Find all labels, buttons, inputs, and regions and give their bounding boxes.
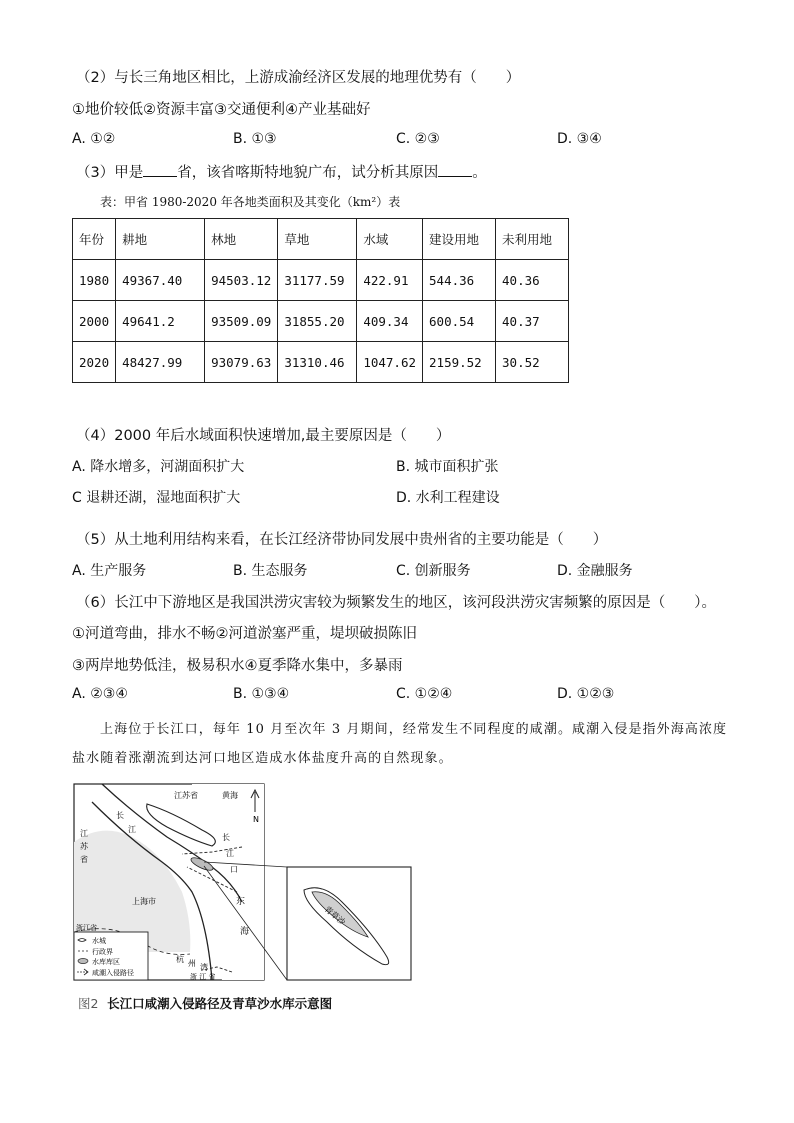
q2-option-a: A. ①② <box>72 131 116 147</box>
q6-line2: ③两岸地势低洼，极易积水④夏季降水集中，多暴雨 <box>72 658 403 674</box>
cell: 600.54 <box>423 301 496 342</box>
cell: 48427.99 <box>116 342 205 383</box>
table-row <box>73 301 569 342</box>
cell: 1047.62 <box>357 342 423 383</box>
legend-label-water: 水城 <box>92 937 106 945</box>
q2-stem: （2）与长三角地区相比，上游成渝经济区发展的地理优势有（ ） <box>76 70 521 86</box>
q3-part2: 省，该省喀斯特地貌广布，试分析其原因 <box>177 165 439 181</box>
header-water: 水域 <box>357 219 423 260</box>
legend-label-reservoir: 水库库区 <box>92 958 120 966</box>
label-hangzhouwan-1: 杭 <box>176 955 184 964</box>
cell: 31177.59 <box>278 260 357 301</box>
label-zhejiang: 浙江省 <box>76 924 97 932</box>
label-hai: 海 <box>240 927 250 937</box>
q2-option-c: C. ②③ <box>396 131 440 147</box>
cell: 544.36 <box>423 260 496 301</box>
q6-option-c: C. ①②④ <box>396 686 453 702</box>
header-unused: 未利用地 <box>496 219 569 260</box>
q3-part1: （3）甲是 <box>76 165 144 181</box>
label-jiang-2: 江 <box>226 849 234 858</box>
label-zhejiang-2: 浙 江 省 <box>190 973 216 981</box>
cell: 1980 <box>73 260 116 301</box>
legend-label-path: 咸潮入侵路径 <box>92 969 134 977</box>
q2-option-d: D. ③④ <box>557 131 602 147</box>
header-grass: 草地 <box>278 219 357 260</box>
estuary-map <box>72 782 632 982</box>
q6-line1: ①河道弯曲，排水不畅②河道淤塞严重，堤坝破损陈旧 <box>72 626 417 642</box>
cell: 422.91 <box>357 260 423 301</box>
figure-yangtze-estuary <box>72 782 632 1012</box>
label-jiangsu-left-3: 省 <box>80 855 88 864</box>
figure-caption <box>72 994 632 1012</box>
cell: 2159.52 <box>423 342 496 383</box>
cell: 40.37 <box>496 301 569 342</box>
table-row <box>73 342 569 383</box>
cell: 2000 <box>73 301 116 342</box>
cell: 49641.2 <box>116 301 205 342</box>
figure-caption-text: 长江口咸潮入侵路径及青草沙水库示意图 <box>107 996 333 1011</box>
q3-part3: 。 <box>472 165 487 181</box>
cell: 31310.46 <box>278 342 357 383</box>
table-header-row <box>73 219 569 260</box>
q6-option-d: D. ①②③ <box>557 686 615 702</box>
label-hangzhouwan-3: 湾 <box>200 963 208 972</box>
passage-line2: 盐水随着涨潮流到达河口地区造成水体盐度升高的自然现象。 <box>72 751 453 766</box>
table-caption: 表：甲省 1980-2020 年各地类面积及其变化（km²）表 <box>100 195 401 209</box>
q5-option-c: C. 创新服务 <box>396 563 471 579</box>
cell: 94503.12 <box>205 260 278 301</box>
q5-stem: （5）从土地利用结构来看，在长江经济带协同发展中贵州省的主要功能是（ ） <box>76 532 608 548</box>
label-north: N <box>253 815 259 824</box>
q4-option-c: C 退耕还湖，湿地面积扩大 <box>72 490 241 506</box>
legend-reservoir-icon <box>78 959 88 964</box>
cell: 31855.20 <box>278 301 357 342</box>
q5-option-b: B. 生态服务 <box>233 563 308 579</box>
legend-label-boundary: 行政界 <box>92 948 113 956</box>
q4-option-d: D. 水利工程建设 <box>396 490 500 506</box>
cell: 30.52 <box>496 342 569 383</box>
q2-items: ①地价较低②资源丰富③交通便利④产业基础好 <box>72 102 371 118</box>
q6-stem: （6）长江中下游地区是我国洪涝灾害较为频繁发生的地区，该河段洪涝灾害频繁的原因是（ ）。 <box>76 595 716 611</box>
q4-option-a: A. 降水增多，河湖面积扩大 <box>72 459 245 475</box>
cell: 93509.09 <box>205 301 278 342</box>
header-year: 年份 <box>73 219 116 260</box>
q3-blank-1 <box>143 164 177 177</box>
q5-option-a: A. 生产服务 <box>72 563 147 579</box>
label-hangzhouwan-2: 州 <box>188 959 196 968</box>
cell: 409.34 <box>357 301 423 342</box>
cell: 93079.63 <box>205 342 278 383</box>
q5-option-d: D. 金融服务 <box>557 563 633 579</box>
figure-caption-number: 图2 <box>78 996 99 1011</box>
land-use-table <box>72 218 569 383</box>
header-farmland: 耕地 <box>116 219 205 260</box>
q4-option-b: B. 城市面积扩张 <box>396 459 499 475</box>
label-jiang: 江 <box>128 825 136 834</box>
label-jiangsu-top: 江苏省 <box>174 791 198 800</box>
q3-stem <box>76 161 487 182</box>
header-forest: 林地 <box>205 219 278 260</box>
cell: 49367.40 <box>116 260 205 301</box>
passage-line1: 上海位于长江口，每年 10 月至次年 3 月期间，经常发生不同程度的咸潮。咸潮入侵是指外海高浓度 <box>100 722 728 737</box>
header-construction: 建设用地 <box>423 219 496 260</box>
label-kou: 口 <box>230 865 238 874</box>
label-dong: 东 <box>236 897 246 907</box>
label-shanghai: 上海市 <box>132 897 156 906</box>
label-chang: 长 <box>116 811 124 820</box>
table-row <box>73 260 569 301</box>
label-jiangsu-left-2: 苏 <box>80 842 88 851</box>
q6-option-a: A. ②③④ <box>72 686 128 702</box>
q4-stem: （4）2000 年后水域面积快速增加,最主要原因是（ ） <box>76 428 451 444</box>
label-inset: 青草沙 <box>322 904 347 927</box>
q3-blank-2 <box>438 164 472 177</box>
cell: 40.36 <box>496 260 569 301</box>
label-huanghai: 黄海 <box>222 791 238 800</box>
q2-option-b: B. ①③ <box>233 131 277 147</box>
label-jiangsu-left-1: 江 <box>80 829 88 838</box>
cell: 2020 <box>73 342 116 383</box>
q6-option-b: B. ①③④ <box>233 686 290 702</box>
label-chang-2: 长 <box>222 833 230 842</box>
